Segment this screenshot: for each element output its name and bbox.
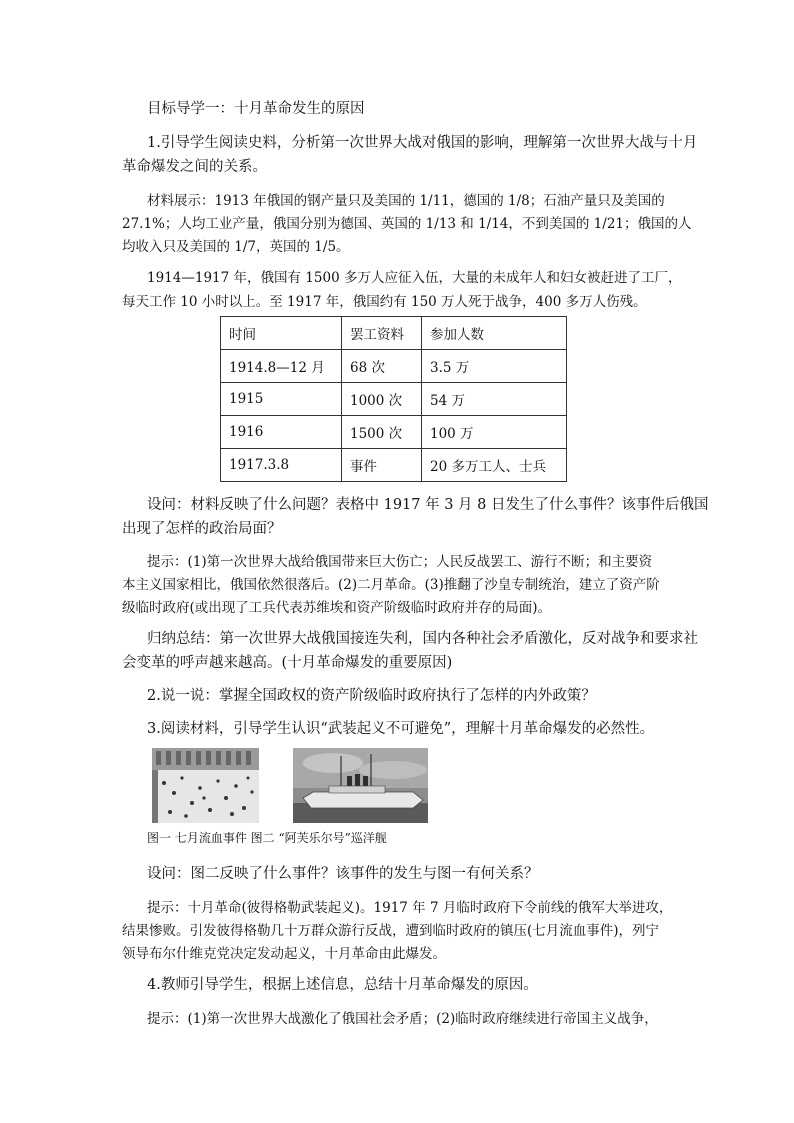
hint-1-line-3: 级临时政府(或出现了工兵代表苏维埃和资产阶级临时政府并存的局面)。 [122, 600, 552, 616]
table-header-cell: 罢工资料 [342, 317, 422, 350]
table-cell: 54 万 [422, 383, 567, 416]
paragraph-1-line-1: 1.引导学生阅读史料，分析第一次世界大战对俄国的影响，理解第一次世界大战与十月 [147, 135, 698, 151]
table-cell: 3.5 万 [422, 350, 567, 383]
table-cell: 20 多万工人、士兵 [422, 449, 567, 482]
paragraph-2: 2.说一说：掌握全国政权的资产阶级临时政府执行了怎样的内外政策？ [147, 688, 596, 704]
question-1-line-1: 设问：材料反映了什么问题？表格中 1917 年 3 月 8 日发生了什么事件？该事件后俄国 [147, 497, 709, 513]
material-1-line-2: 27.1%；人均工业产量，俄国分别为德国、英国的 1/13 和 1/14，不到美国的 1/21；俄国的人 [122, 216, 692, 232]
paragraph-1-line-2: 革命爆发之间的关系。 [122, 159, 267, 175]
table-header-row [221, 317, 567, 350]
hint-3-line-1: 提示：(1)第一次世界大战激化了俄国社会矛盾；(2)临时政府继续进行帝国主义战争， [147, 1011, 658, 1027]
table-cell: 1917.3.8 [221, 449, 342, 482]
paragraph-4: 4.教师引导学生，根据上述信息，总结十月革命爆发的原因。 [147, 977, 538, 993]
table-row [221, 350, 567, 383]
summary-line-1: 归纳总结：第一次世界大战俄国接连失利，国内各种社会矛盾激化，反对战争和要求社 [147, 631, 698, 647]
table-cell: 1916 [221, 416, 342, 449]
table-cell: 1500 次 [342, 416, 422, 449]
table-row [221, 449, 567, 482]
table-cell: 1915 [221, 383, 342, 416]
section-heading: 目标导学一：十月革命发生的原因 [147, 101, 365, 117]
question-2: 设问：图二反映了什么事件？该事件的发生与图一有何关系？ [147, 866, 539, 882]
table-cell: 1000 次 [342, 383, 422, 416]
material-1-line-1: 材料展示：1913 年俄国的钢产量只及美国的 1/11，德国的 1/8；石油产量只及美国的 [147, 193, 665, 209]
july-bloodshed-photo [152, 748, 259, 823]
material-2-line-2: 每天工作 10 小时以上。至 1917 年，俄国约有 150 万人死于战争，400 多万人伤残。 [122, 294, 647, 310]
summary-line-2: 会变革的呼声越来越高。(十月革命爆发的重要原因) [122, 655, 453, 671]
hint-1-line-2: 本主义国家相比，俄国依然很落后。(2)二月革命。(3)推翻了沙皇专制统治，建立了资产阶 [122, 577, 660, 593]
figure-caption: 图一 七月流血事件 图二 “阿芙乐尔号”巡洋舰 [147, 831, 387, 845]
table-row [221, 383, 567, 416]
paragraph-3: 3.阅读材料，引导学生认识“武装起义不可避免”，理解十月革命爆发的必然性。 [147, 721, 655, 737]
table-cell: 100 万 [422, 416, 567, 449]
hint-1-line-1: 提示：(1)第一次世界大战给俄国带来巨大伤亡；人民反战罢工、游行不断；和主要资 [147, 554, 653, 570]
table-row [221, 416, 567, 449]
table-cell: 1914.8—12 月 [221, 350, 342, 383]
hint-2-line-3: 领导布尔什维克党决定发动起义，十月革命由此爆发。 [122, 946, 446, 962]
aurora-cruiser-photo [293, 748, 428, 823]
table-header-cell: 时间 [221, 317, 342, 350]
strike-data-table [220, 316, 567, 482]
question-1-line-2: 出现了怎样的政治局面？ [122, 521, 282, 537]
hint-2-line-2: 结果惨败。引发彼得格勒几十万群众游行反战，遭到临时政府的镇压(七月流血事件)，列宁 [122, 923, 660, 939]
hint-2-line-1: 提示：十月革命(彼得格勒武装起义)。1917 年 7 月临时政府下令前线的俄军大举进攻， [147, 900, 673, 916]
material-2-line-1: 1914—1917 年，俄国有 1500 多万人应征入伍，大量的未成年人和妇女被赶进了工厂， [147, 270, 682, 286]
material-1-line-3: 均收入只及美国的 1/7，英国的 1/5。 [122, 239, 350, 255]
table-cell: 事件 [342, 449, 422, 482]
table-header-cell: 参加人数 [422, 317, 567, 350]
table-cell: 68 次 [342, 350, 422, 383]
